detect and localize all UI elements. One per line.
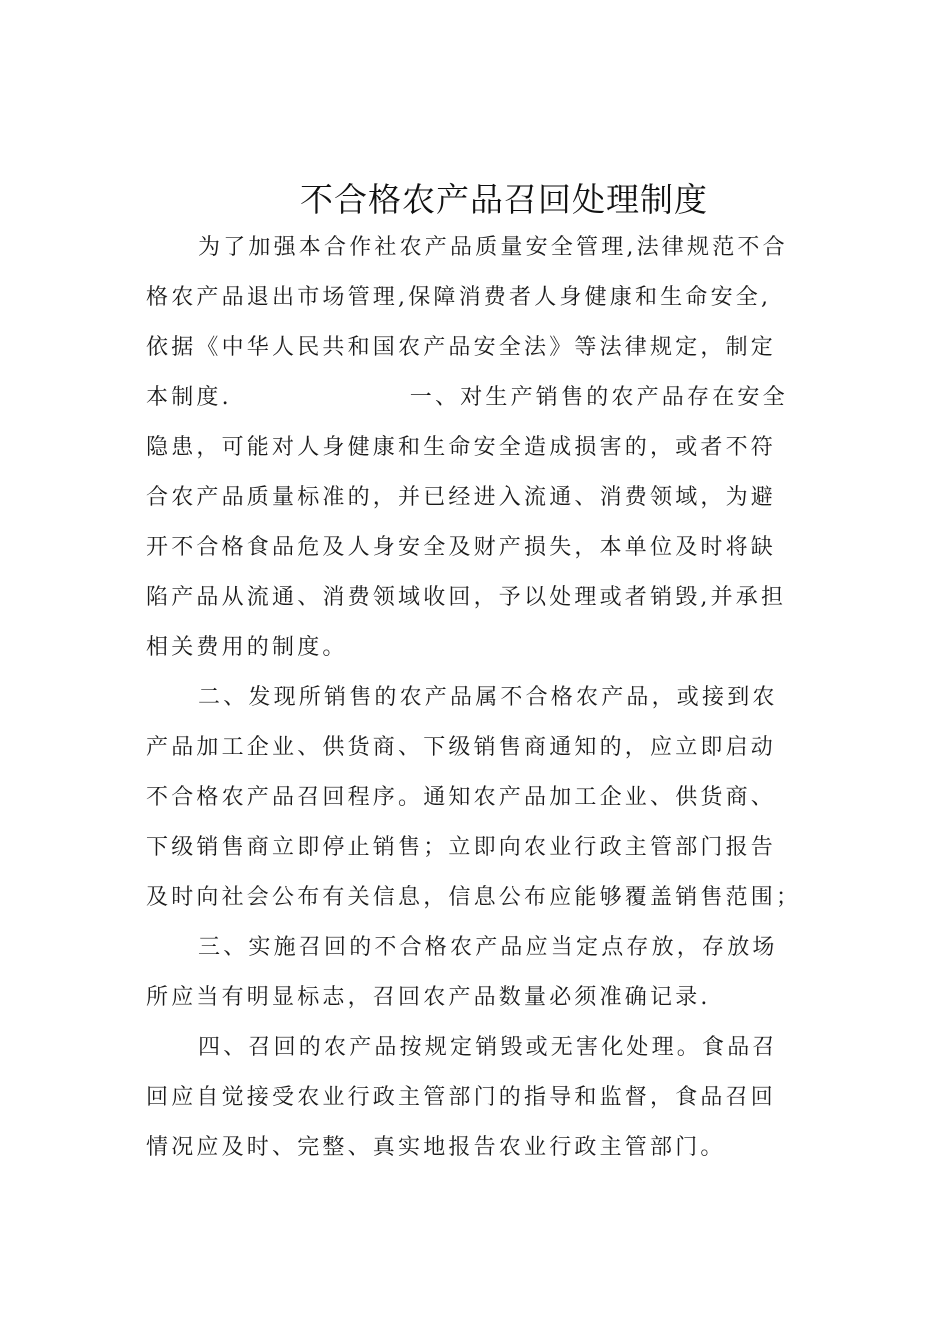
body-line: 所应当有明显标志，召回农产品数量必须准确记录. <box>146 985 711 1010</box>
body-line: 格农产品退出市场管理,保障消费者人身健康和生命安全, <box>146 285 772 310</box>
body-line: 产品加工企业、供货商、下级销售商通知的，应立即启动 <box>146 735 777 760</box>
body-line-mixed <box>146 373 806 423</box>
body-line: 开不合格食品危及人身安全及财产损失，本单位及时将缺 <box>146 535 777 560</box>
body-line: 不合格农产品召回程序。通知农产品加工企业、供货商、 <box>146 785 777 810</box>
body-line: 二、发现所销售的农产品属不合格农产品，或接到农 <box>198 685 778 710</box>
body-line: 合农产品质量标准的，并已经进入流通、消费领域，为避 <box>146 485 777 510</box>
body-line: 为了加强本合作社农产品质量安全管理,法律规范不合 <box>198 235 788 260</box>
body-line: 下级销售商立即停止销售；立即向农业行政主管部门报告 <box>146 835 777 860</box>
body-line: 回应自觉接受农业行政主管部门的指导和监督，食品召回 <box>146 1085 777 1110</box>
body-line-segment: 一、对生产销售的农产品存在安全 <box>409 385 788 410</box>
document-title: 不合格农产品召回处理制度 <box>300 180 708 219</box>
body-line-segment: 本制度. <box>146 385 232 410</box>
body-line: 隐患，可能对人身健康和生命安全造成损害的，或者不符 <box>146 435 777 460</box>
body-line: 陷产品从流通、消费领域收回，予以处理或者销毁,并承担 <box>146 585 787 610</box>
body-line: 情况应及时、完整、真实地报告农业行政主管部门。 <box>146 1135 726 1160</box>
body-line: 相关费用的制度。 <box>146 635 348 660</box>
body-line: 依据《中华人民共和国农产品安全法》等法律规定，制定 <box>146 335 777 360</box>
body-line: 及时向社会公布有关信息，信息公布应能够覆盖销售范围； <box>146 885 802 910</box>
body-line: 三、实施召回的不合格农产品应当定点存放，存放场 <box>198 935 778 960</box>
body-line: 四、召回的农产品按规定销毁或无害化处理。食品召 <box>198 1035 778 1060</box>
